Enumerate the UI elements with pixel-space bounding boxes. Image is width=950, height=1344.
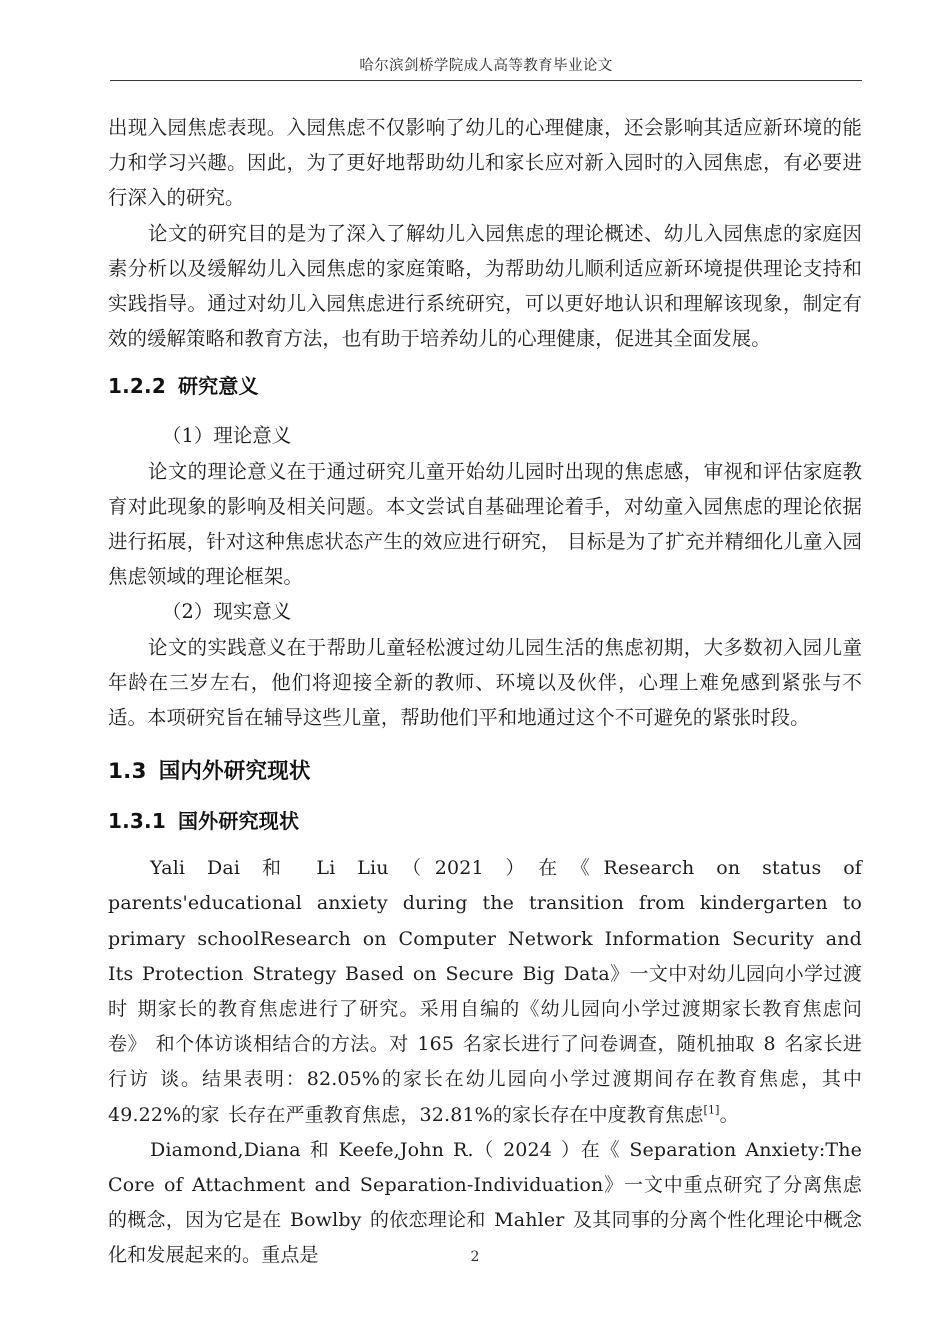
paragraph-4: 论文的实践意义在于帮助儿童轻松渡过幼儿园生活的焦虑初期，大多数初入园儿童年龄在三岁左右，他们将迎接全新的教师、环境以及伙伴，心理上难免感到紧张与不适。本项研究旨在辅导这些儿童，帮助他们平和地通过这个不可避免的紧张时段。 (108, 635, 862, 730)
page-header (110, 56, 862, 81)
paragraph-1: 出现入园焦虑表现。入园焦虑不仅影响了幼儿的心理健康，还会影响其适应新环境的能力和学习兴趣。因此，为了更好地帮助幼儿和家长应对新入园时的入园焦虑，有必要进行深入的研究。 (108, 116, 862, 210)
heading-1-2-2-number: 1.2.2 (108, 374, 166, 399)
heading-1-3-text: 国内外研究现状 (158, 759, 311, 785)
spacer (108, 356, 862, 368)
page-number: 2 (470, 1249, 480, 1265)
paragraph-6: Diamond,Diana 和 Keefe,John R.（ 2024 ）在《 Separation Anxiety:The Core of Attachment and Separation-Individuation》一文中重点研究了分离焦虑的概念，因为它是在 Bowlby 的依恋理论和 Mahler 及其同事的分离个性化理论中概念化和发展起来的。重点是 (108, 1138, 862, 1267)
subheading-2-practice: （2）现实意义 (162, 600, 292, 624)
header-divider (110, 80, 862, 81)
heading-1-2-2 (108, 368, 862, 404)
spacer (108, 791, 862, 803)
heading-1-2-2-text: 研究意义 (177, 374, 259, 399)
heading-1-3-1 (108, 803, 862, 839)
spacer (108, 735, 862, 753)
paragraph-5-text: Yali Dai 和 Li Liu（2021 ）在《Research on status of parents'educational anxiety during the transition from kindergarten to primary schoolResearch on Computer Network Information Security and Its Protection Strategy Based on Secure Big Data》一文中对幼儿园向小学过渡时 期家长的教育焦虑进行了研究。采用自编的《幼儿园向小学过渡期家长教育焦虑问卷》 和个体访谈相结合的方法。对 165 名家长进行了问卷调查，随机抽取 8 名家长进行访 谈。结果表明：82.05%的家长在幼儿园向小学过渡期间存在教育焦虑，其中 49.22%的家 长存在严重教育焦虑，32.81%的家长存在中度教育焦虑 (108, 857, 862, 1126)
paragraph-5-tail: 。 (719, 1103, 739, 1126)
heading-1-3-1-text: 国外研究现状 (177, 809, 300, 834)
subheading-1-theory: （1）理论意义 (162, 424, 292, 448)
paragraph-2: 论文的研究目的是为了深入了解幼儿入园焦虑的理论概述、幼儿入园焦虑的家庭因素分析以及缓解幼儿入园焦虑的家庭策略，为帮助幼儿顺利适应新环境提供理论支持和实践指导。通过对幼儿入园焦虑进行系统研究，可以更好地认识和理解该现象，制定有效的缓解策略和教育方法，也有助于培养幼儿的心理健康，促进其全面发展。 (108, 221, 862, 351)
paragraph-5 (108, 851, 862, 1133)
paragraph-3: 论文的理论意义在于通过研究儿童开始幼儿园时出现的焦虑感，审视和评估家庭教育对此现象的影响及相关问题。本文尝试自基础理论着手，对幼童入园焦虑的理论依据进行拓展，针对这种焦虑状态产生的效应进行研究， 目标是为了扩充并精细化儿童入园 焦虑领域的理论框架。 (108, 459, 862, 589)
spacer (108, 839, 862, 851)
heading-1-3 (108, 753, 862, 791)
page-footer (0, 1246, 950, 1265)
heading-1-3-1-number: 1.3.1 (108, 809, 166, 834)
citation-reference-1: [1] (703, 1103, 720, 1117)
spacer (108, 404, 862, 418)
header-title: 哈尔滨剑桥学院成人高等教育毕业论文 (359, 58, 613, 74)
heading-1-3-number: 1.3 (108, 759, 147, 785)
document-body (108, 110, 862, 1274)
